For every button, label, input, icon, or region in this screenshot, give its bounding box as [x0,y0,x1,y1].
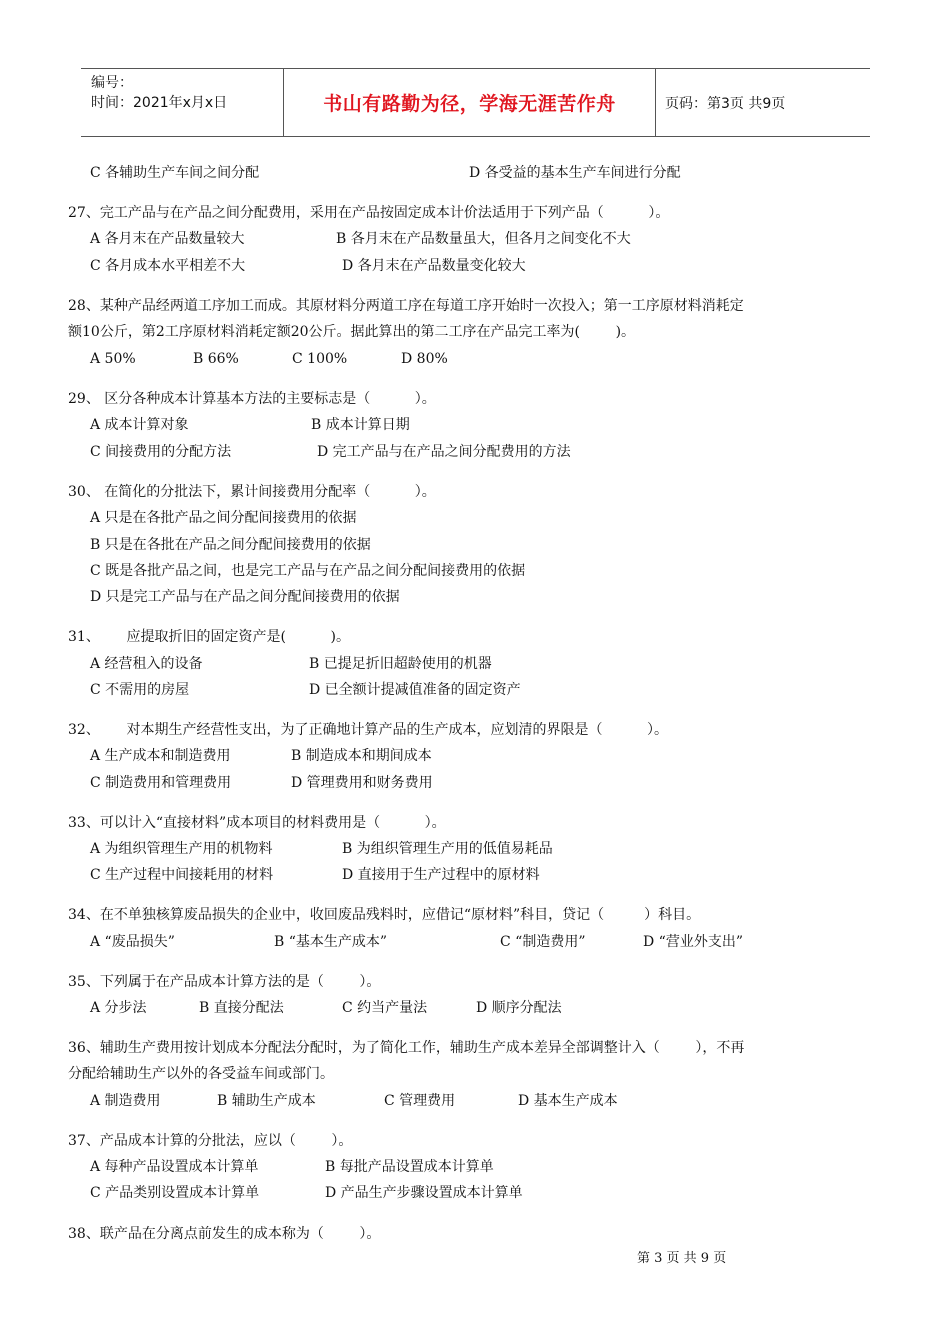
header-motto-cell [283,69,656,136]
option-text: C “制造费用” [500,934,586,950]
option-text: C 产品类别设置成本计算单 [90,1185,260,1201]
option-text: D 管理费用和财务费用 [291,775,433,791]
question-text: 27、完工产品与在产品之间分配费用，采用在产品按固定成本计价法适用于下列产品（ ）。 [68,205,670,221]
option-text: B 成本计算日期 [311,417,410,433]
option-text: B 只是在各批在产品之间分配间接费用的依据 [90,537,371,553]
option-text: A 为组织管理生产用的机物料 [90,841,273,857]
document-header [81,68,870,137]
option-text: B 直接分配法 [199,1000,284,1016]
option-text: C 既是各批产品之间，也是完工产品与在产品之间分配间接费用的依据 [90,563,526,579]
option-text: D 已全额计提减值准备的固定资产 [309,682,521,698]
question-text: 33、可以计入“直接材料”成本项目的材料费用是（ ）。 [68,815,446,831]
header-page-cell [655,69,870,136]
header-page-info: 页码：第3页 共9页 [665,95,786,112]
question-text: 32、 对本期生产经营性支出，为了正确地计算产品的生产成本，应划清的界限是（ ）。 [68,722,669,738]
option-text: A 经营租入的设备 [90,656,203,672]
option-text: C 间接费用的分配方法 [90,444,232,460]
option-text: C 生产过程中间接耗用的材料 [90,867,274,883]
option-text: D 直接用于生产过程中的原材料 [342,867,540,883]
option-text: B 66% [193,351,239,367]
document-number-label: 编号： [91,75,133,91]
option-text: A 50% [90,351,136,367]
option-text: B “基本生产成本” [274,934,388,950]
document-date-label: 时间：2021年x月x日 [91,95,228,111]
option-text: C 各辅助生产车间之间分配 [90,165,260,181]
header-meta-cell [81,69,282,136]
option-text: A 每种产品设置成本计算单 [90,1159,259,1175]
question-text: 31、 应提取折旧的固定资产是( )。 [68,629,350,645]
option-text: B 各月末在产品数量虽大，但各月之间变化不大 [336,231,631,247]
option-text: B 已提足折旧超龄使用的机器 [309,656,492,672]
question-text: 29、 区分各种成本计算基本方法的主要标志是（ ）。 [68,391,436,407]
option-text: D 基本生产成本 [518,1093,618,1109]
question-text: 分配给辅助生产以外的各受益车间或部门。 [68,1066,334,1082]
option-text: B 制造成本和期间成本 [291,748,432,764]
option-text: C 100% [292,351,348,367]
option-text: B 为组织管理生产用的低值易耗品 [342,841,553,857]
option-text: A 成本计算对象 [90,417,189,433]
option-text: C 不需用的房屋 [90,682,190,698]
option-text: D 80% [401,351,448,367]
option-text: C 各月成本水平相差不大 [90,258,246,274]
option-text: A 各月末在产品数量较大 [90,231,245,247]
option-text: B 每批产品设置成本计算单 [325,1159,494,1175]
question-text: 36、辅助生产费用按计划成本分配法分配时，为了简化工作，辅助生产成本差异全部调整计入（ ），不再 [68,1040,745,1056]
option-text: A 制造费用 [90,1093,161,1109]
question-text: 38、联产品在分离点前发生的成本称为（ ）。 [68,1226,381,1242]
option-text: D 各受益的基本生产车间进行分配 [469,165,681,181]
option-text: C 制造费用和管理费用 [90,775,232,791]
option-text: D 只是完工产品与在产品之间分配间接费用的依据 [90,589,400,605]
page-footer: 第 3 页 共 9 页 [637,1251,727,1266]
question-text: 30、 在简化的分批法下，累计间接费用分配率（ ）。 [68,484,436,500]
option-text: D “营业外支出” [643,934,743,950]
option-text: A 分步法 [90,1000,147,1016]
question-text: 37、产品成本计算的分批法，应以（ ）。 [68,1133,353,1149]
option-text: B 辅助生产成本 [217,1093,316,1109]
option-text: C 约当产量法 [342,1000,428,1016]
option-text: C 管理费用 [384,1093,456,1109]
question-text: 额10公斤，第2工序原材料消耗定额20公斤。据此算出的第二工序在产品完工率为( )。 [68,324,636,340]
option-text: A “废品损失” [90,934,175,950]
option-text: A 生产成本和制造费用 [90,748,231,764]
header-motto: 书山有路勤为径，学海无涯苦作舟 [323,93,616,115]
question-text: 35、下列属于在产品成本计算方法的是（ ）。 [68,974,381,990]
option-text: D 产品生产步骤设置成本计算单 [325,1185,523,1201]
option-text: D 完工产品与在产品之间分配费用的方法 [317,444,571,460]
question-text: 28、某种产品经两道工序加工而成。其原材料分两道工序在每道工序开始时一次投入；第一工序原材料消耗定 [68,298,744,314]
option-text: D 各月末在产品数量变化较大 [342,258,526,274]
question-text: 34、在不单独核算废品损失的企业中，收回废品残料时，应借记“原材料”科目，贷记（ ）科目。 [68,907,701,923]
option-text: D 顺序分配法 [476,1000,562,1016]
option-text: A 只是在各批产品之间分配间接费用的依据 [90,510,357,526]
